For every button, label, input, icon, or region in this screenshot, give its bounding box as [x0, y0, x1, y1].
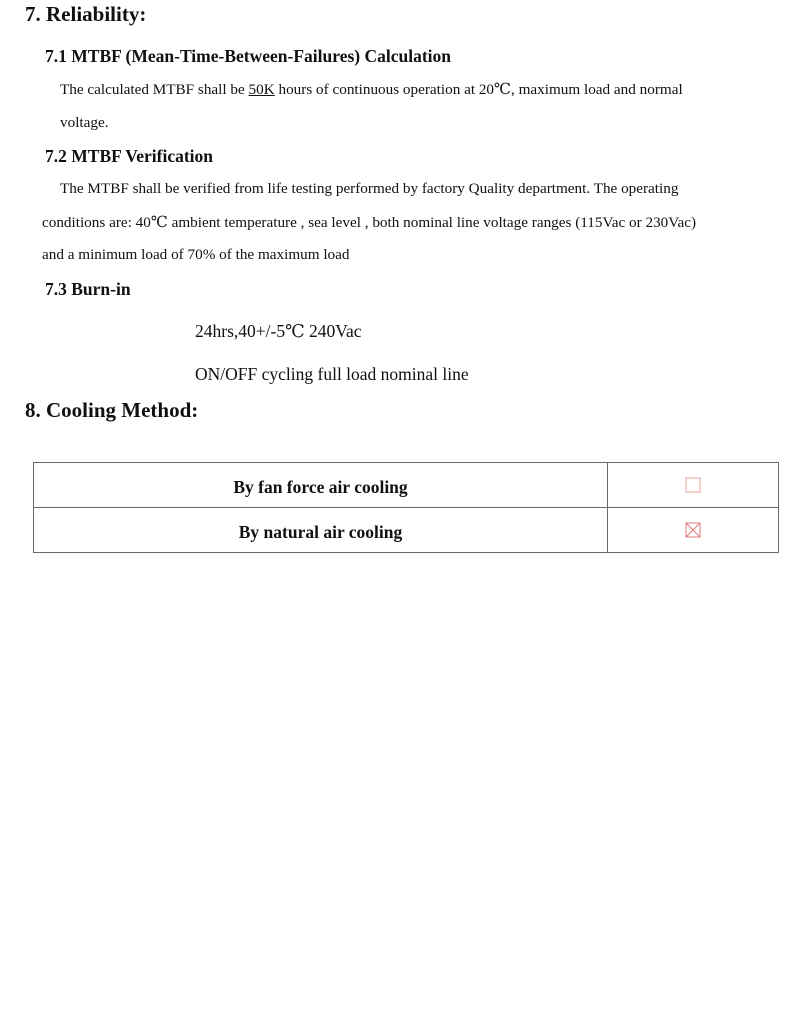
mtbf-value: 50K [248, 81, 275, 98]
cooling-option-label: By fan force air cooling [34, 463, 608, 508]
section-7-3-heading: 7.3 Burn-in [45, 279, 131, 299]
mtbf-calculation-text-pre: The calculated MTBF shall be [60, 81, 249, 98]
mtbf-verification-line-3: and a minimum load of 70% of the maximum load [42, 246, 350, 263]
burn-in-line-1: 24hrs,40+/-5℃ 240Vac [195, 321, 362, 341]
mtbf-calculation-line-2: voltage. [60, 114, 109, 131]
table-row [34, 508, 779, 553]
mtbf-calculation-line-1 [60, 80, 683, 99]
section-8-heading: 8. Cooling Method: [25, 398, 199, 422]
mtbf-verification-line-2: conditions are: 40℃ ambient temperature , sea level , both nominal line voltage ranges (115Vac or 230Vac) [42, 214, 697, 231]
cooling-option-label: By natural air cooling [34, 508, 608, 553]
section-7-1-heading: 7.1 MTBF (Mean-Time-Between-Failures) Calculation [45, 46, 452, 66]
cooling-option-checkbox-cell [608, 508, 779, 553]
burn-in-line-2: ON/OFF cycling full load nominal line [195, 364, 469, 384]
cooling-option-checkbox-cell [608, 463, 779, 508]
section-7-2-heading: 7.2 MTBF Verification [45, 146, 214, 166]
table-row [34, 463, 779, 508]
mtbf-verification-line-1: The MTBF shall be verified from life testing performed by factory Quality department. The operating [60, 180, 679, 197]
section-7-heading: 7. Reliability: [25, 2, 147, 26]
checkbox-checked-icon[interactable] [685, 522, 701, 538]
cooling-method-table [33, 462, 779, 553]
mtbf-calculation-text-post: hours of continuous operation at 20℃, maximum load and normal [274, 81, 683, 98]
checkbox-unchecked-icon[interactable] [685, 477, 701, 493]
